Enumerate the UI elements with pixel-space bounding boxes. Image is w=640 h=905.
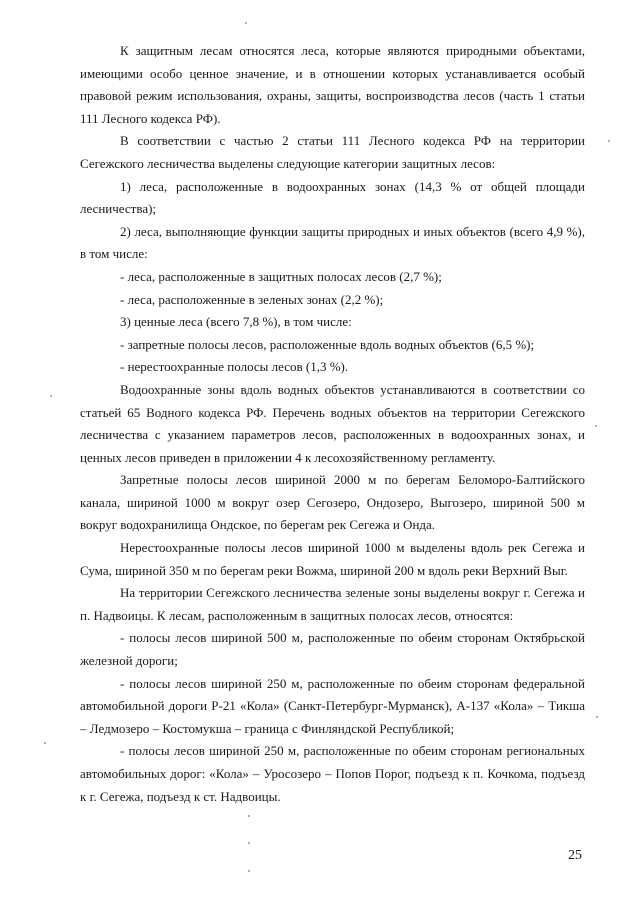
paragraph: - полосы лесов шириной 500 м, расположенные по обеим сторонам Октябрьской железной дороги;	[80, 630, 585, 669]
scan-speck	[595, 425, 597, 427]
scan-speck	[248, 870, 250, 872]
scan-speck	[245, 22, 247, 24]
paragraph: На территории Сегежского лесничества зеленые зоны выделены вокруг г. Сегежа и п. Надвоицы. К лесам, расположенным в защитных полосах лесов, относятся:	[80, 585, 585, 623]
scan-speck	[248, 842, 250, 844]
body-text	[80, 40, 585, 808]
paragraph: - леса, расположенные в защитных полосах лесов (2,7 %);	[120, 268, 442, 284]
paragraph: К защитным лесам относятся леса, которые являются природными объектами, имеющими особо ценное значение, и в отношении которых устанавливается особый правовой режим использования, охраны, защиты, воспроизводства лесов (часть 1 статьи 111 Лесного кодекса РФ).	[80, 43, 585, 126]
paragraph: - нерестоохранные полосы лесов (1,3 %).	[120, 359, 349, 375]
paragraph: - леса, расположенные в зеленых зонах (2,2 %);	[120, 291, 384, 307]
paragraph: В соответствии с частью 2 статьи 111 Лесного кодекса РФ на территории Сегежского лесничества выделены следующие категории защитных лесов:	[80, 133, 585, 171]
scan-speck	[596, 716, 598, 718]
paragraph: - полосы лесов шириной 250 м, расположенные по обеим сторонам региональных автомобильных дорог: «Кола» – Уросозеро – Попов Порог, подъезд к п. Кочкома, подъезд к г. Сегежа, подъезд к ст. Надвоицы.	[80, 743, 585, 804]
scan-speck	[248, 815, 250, 817]
paragraph: 3) ценные леса (всего 7,8 %), в том числе:	[120, 314, 352, 330]
paragraph: - полосы лесов шириной 250 м, расположенные по обеим сторонам федеральной автомобильной дороги Р-21 «Кола» (Санкт-Петербург-Мурманск), А-137 «Кола» – Тикша – Ледмозеро – Костомукша – граница с Финляндской Республикой;	[80, 675, 585, 736]
scan-speck	[608, 140, 610, 142]
paragraph: Запретные полосы лесов шириной 2000 м по берегам Беломоро-Балтийского канала, шириной 1000 м вокруг озер Сегозеро, Ондозеро, Выгозеро, шириной 500 м вокруг водохранилища Ондское, по берегам рек Сегежа и Онда.	[80, 472, 585, 533]
paragraph: 1) леса, расположенные в водоохранных зонах (14,3 % от общей площади лесничества);	[80, 178, 585, 217]
page-number: 25	[568, 848, 582, 863]
paragraph: Нерестоохранные полосы лесов шириной 1000 м выделены вдоль рек Сегежа и Сума, шириной 350 м по берегам реки Вожма, шириной 200 м вдоль реки Верхний Выг.	[80, 540, 585, 578]
scan-speck	[50, 395, 52, 397]
scan-speck	[44, 742, 46, 744]
paragraph: 2) леса, выполняющие функции защиты природных и иных объектов (всего 4,9 %), в том числе:	[80, 223, 585, 262]
paragraph: - запретные полосы лесов, расположенные вдоль водных объектов (6,5 %);	[120, 336, 535, 352]
paragraph: Водоохранные зоны вдоль водных объектов устанавливаются в соответствии со статьей 65 Водного кодекса РФ. Перечень водных объектов на территории Сегежского лесничества с указанием параметров лесов, расположенных в водоохранных зонах, и ценных лесов приведен в приложении 4 к лесохозяйственному регламенту.	[80, 381, 585, 465]
